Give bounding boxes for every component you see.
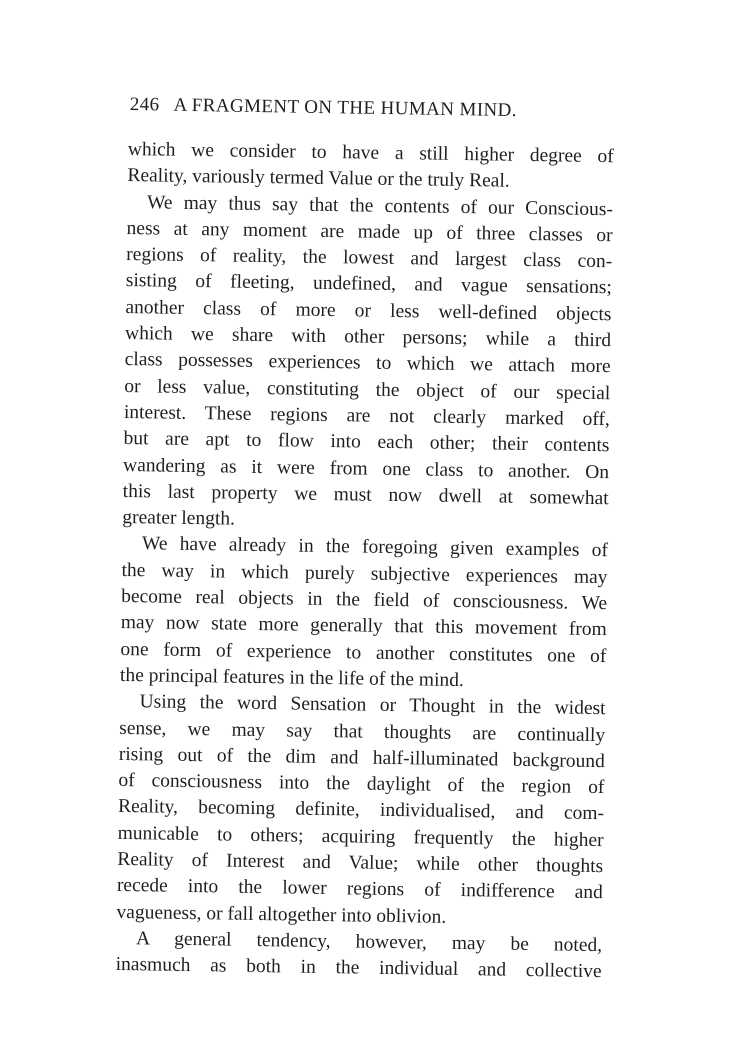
text-line: which we consider to have a still higher degree of [127,138,614,168]
text-line: We have already in the foregoing given examples of [141,533,609,562]
text-line: sisting of fleeting, undefined, and vague sensations; [125,270,612,299]
text-line: another class of more or less well-defined objects [125,296,612,325]
text-line: A general tendency, however, may be noted, [135,928,603,957]
text-line: interest. These regions are not clearly marked off, [123,401,611,431]
text-line: ness at any moment are made up of three classes or [126,217,613,247]
text-line: but are apt to flow into each other; their contents [123,428,610,457]
text-line: We may thus say that the contents of our Conscious- [146,191,614,220]
page-number: 246 [129,94,160,116]
text-line: Using the word Sensation or Thought in the widest [139,691,606,720]
text-line: of consciousness into the daylight of the region of [118,770,605,799]
running-head [130,94,620,124]
text-line: may now state more generally that this movement from [120,612,607,641]
text-line: municable to others; acquiring frequently the higher [117,822,604,851]
text-line: regions of reality, the lowest and largest class con- [126,244,613,273]
body-text [116,137,614,986]
text-line: sense, we may say that thoughts are continually [119,717,606,746]
text-line: greater length. [122,507,236,530]
text-line: Reality, becoming definite, individualised, and com- [117,796,605,825]
text-line: one form of experience to another constitutes one of [120,638,607,667]
text-line: which we share with other persons; while a third [124,323,612,352]
text-line: or less value, constituting the object of our special [124,375,611,404]
text-line: recede into the lower regions of indifference and [116,875,603,904]
text-line: the principal features in the life of the mind. [119,664,464,691]
text-line: vagueness, or fall altogether into oblivion. [116,901,447,928]
text-line: become real objects in the field of consciousness. We [121,585,608,615]
text-line: the way in which purely subjective experiences may [121,559,608,588]
text-line: this last property we must now dwell at somewhat [122,480,609,510]
running-title: A FRAGMENT ON THE HUMAN MIND. [173,94,518,122]
text-line: Reality of Interest and Value; while other thoughts [117,848,604,878]
text-line: Reality, variously termed Value or the truly Real. [127,165,510,192]
text-line: wandering as it were from one class to another. On [122,454,610,483]
text-line: inasmuch as both in the individual and collective [115,954,602,983]
text-line: rising out of the dim and half-illuminated background [118,743,605,772]
text-line: class possesses experiences to which we attach more [124,349,611,378]
